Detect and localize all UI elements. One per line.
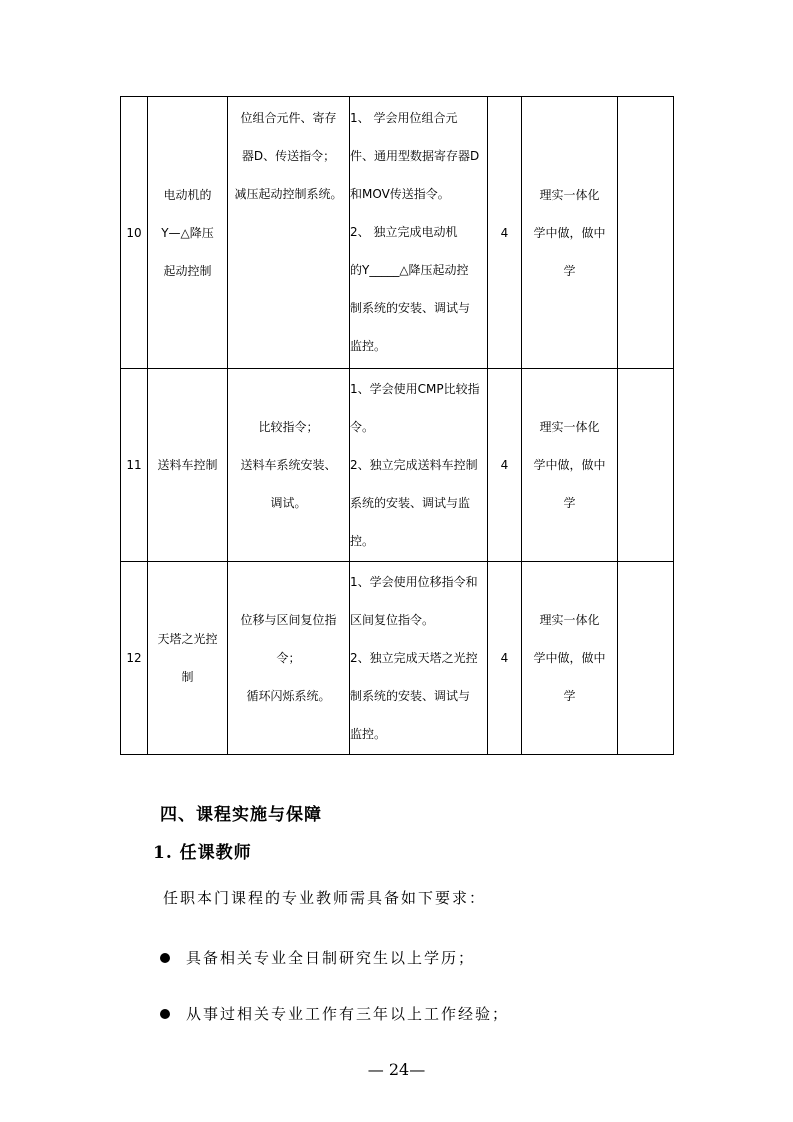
course-table bbox=[120, 96, 674, 755]
bullet-dot-icon bbox=[160, 1009, 170, 1019]
hours: 4 bbox=[488, 97, 522, 369]
page-number: — 24— bbox=[367, 1060, 426, 1079]
hours: 4 bbox=[488, 562, 522, 755]
bullet-dot-icon bbox=[160, 953, 170, 963]
list-item bbox=[160, 947, 475, 968]
project-name: 电动机的 Y—△降压 起动控制 bbox=[148, 97, 228, 369]
hours: 4 bbox=[488, 369, 522, 562]
row-number: 10 bbox=[121, 97, 148, 369]
row-number: 11 bbox=[121, 369, 148, 562]
learning-goals: 1、 学会用位组合元 件、通用型数据寄存器D 和MOV传送指令。 2、 独立完成电动机 的Y_____△降压起动控 制系统的安装、调试与 监控。 bbox=[350, 97, 488, 369]
teaching-method: 理实一体化 学中做，做中 学 bbox=[522, 369, 618, 562]
teaching-content: 位组合元件、寄存 器D、传送指令； 减压起动控制系统。 bbox=[228, 97, 350, 369]
project-name: 天塔之光控 制 bbox=[148, 562, 228, 755]
teaching-content: 比较指令； 送料车系统安装、 调试。 bbox=[228, 369, 350, 562]
list-item bbox=[160, 1003, 509, 1024]
section-heading: 四、课程实施与保障 bbox=[160, 805, 322, 825]
teaching-content: 位移与区间复位指 令； 循环闪烁系统。 bbox=[228, 562, 350, 755]
subsection-heading: 1. 任课教师 bbox=[153, 843, 252, 863]
row-number: 12 bbox=[121, 562, 148, 755]
learning-goals: 1、学会使用CMP比较指 令。 2、独立完成送料车控制 系统的安装、调试与监 控。 bbox=[350, 369, 488, 562]
table-row bbox=[121, 369, 674, 562]
empty-cell bbox=[618, 562, 674, 755]
project-name: 送料车控制 bbox=[148, 369, 228, 562]
list-item-text: 从事过相关专业工作有三年以上工作经验； bbox=[186, 1005, 510, 1023]
learning-goals: 1、学会使用位移指令和 区间复位指令。 2、独立完成天塔之光控 制系统的安装、调试与 监控。 bbox=[350, 562, 488, 755]
empty-cell bbox=[618, 369, 674, 562]
teaching-method: 理实一体化 学中做，做中 学 bbox=[522, 97, 618, 369]
table-row bbox=[121, 562, 674, 755]
intro-paragraph: 任职本门课程的专业教师需具备如下要求： bbox=[163, 889, 487, 907]
list-item-text: 具备相关专业全日制研究生以上学历； bbox=[186, 949, 476, 967]
empty-cell bbox=[618, 97, 674, 369]
teaching-method: 理实一体化 学中做，做中 学 bbox=[522, 562, 618, 755]
table-row bbox=[121, 97, 674, 369]
